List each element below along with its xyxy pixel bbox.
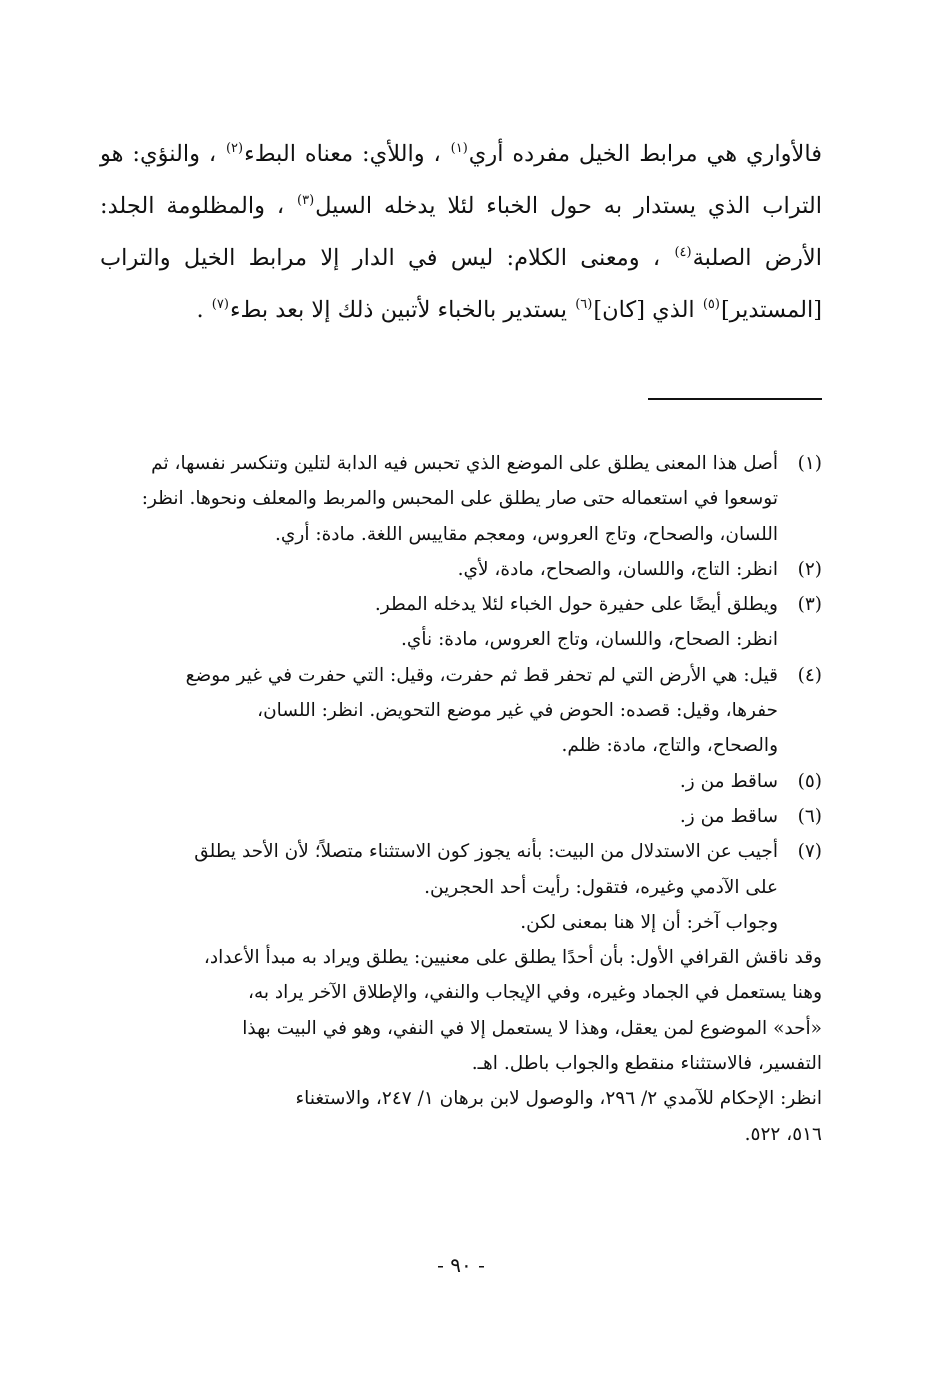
footnote-line: انظر: الإحكام للآمدي ٢/ ٢٩٦، والوصول لابن برهان ١/ ٢٤٧، والاستغناء — [295, 1088, 822, 1110]
footnote-body — [100, 834, 778, 940]
main-text-span: ، والمظلومة — [166, 193, 285, 219]
main-text — [100, 128, 822, 336]
footnote-number: (١) — [797, 453, 822, 474]
footnote-body — [100, 552, 778, 587]
footnote-item — [100, 658, 822, 764]
main-line — [100, 128, 822, 336]
main-text-span: والتراب [المستدير] — [100, 245, 822, 323]
footnote-line: ويطلق أيضًا على حفيرة حول الخباء لئلا يدخله المطر. — [374, 594, 778, 616]
main-text-span: الذي [كان] — [593, 297, 695, 323]
page — [100, 128, 822, 1308]
footnote-line: توسعوا في استعماله حتى صار يطلق على المحبس والمربط والمعلف ونحوها. انظر: — [141, 488, 778, 510]
footnote-line: انظر: الصحاح، واللسان، وتاج العروس، مادة: نأي. — [401, 629, 778, 651]
footnote-body — [100, 764, 778, 799]
footnote-body — [100, 799, 778, 834]
footnote-ref: (٥) — [702, 297, 720, 312]
footnote-line: حفرها، وقيل: قصده: الحوض في غير موضع التحويض. انظر: اللسان، — [257, 700, 778, 722]
footnote-line: وهنا يستعمل في الجماد وغيره، وفي الإيجاب والنفي، والإطلاق الآخر يراد به، — [248, 982, 822, 1004]
footnote-ref: (٦) — [575, 297, 593, 312]
footnote-ref: (٢) — [225, 141, 244, 156]
main-text-span: ، والنؤي: — [132, 141, 217, 167]
footnote-line: أجيب عن الاستدلال من البيت: بأنه يجوز كون الاستثناء متصلاً؛ لأن الأحد يطلق — [194, 841, 778, 863]
footnote-item — [100, 446, 822, 552]
footnote-line: انظر: التاج، واللسان، والصحاح، مادة، لأي. — [457, 558, 778, 580]
main-text-span: ، ومعنى الكلام: ليس في الدار إلا مرابط الخيل — [183, 245, 661, 271]
footnote-item — [100, 834, 822, 940]
footnote-item — [100, 552, 822, 587]
footnote-item — [100, 587, 822, 658]
footnote-ref: (٤) — [674, 245, 692, 260]
footnote-item — [100, 799, 822, 834]
footnote-ref: (٣) — [297, 193, 315, 208]
footnote-line: ساقط من ز. — [679, 805, 778, 827]
main-text-span: يستدير بالخباء لأتبين ذلك إلا بعد — [275, 297, 568, 323]
footnote-line: اللسان، والصحاح، وتاج العروس، ومعجم مقاييس اللغة. مادة: أري. — [275, 523, 778, 545]
footnote-continuation — [100, 940, 822, 1152]
main-text-span: الجلد: الأرض الصلبة — [100, 193, 822, 271]
footnote-line: ساقط من ز. — [679, 770, 778, 792]
footnote-ref: (١) — [450, 141, 468, 156]
footnote-line: والصحاح، والتاج، مادة: ظلم. — [561, 735, 778, 757]
footnote-body — [100, 446, 778, 552]
page-number: - ٩٠ - — [437, 1253, 485, 1277]
footnote-ref: (٧) — [211, 297, 229, 312]
footnote-item — [100, 764, 822, 799]
footnotes — [100, 446, 822, 1152]
main-text-span: بطء — [229, 297, 269, 323]
footnote-line: أصل هذا المعنى يطلق على الموضع الذي تحبس فيه الدابة لتلين وتنكسر نفسها، ثم — [151, 453, 778, 474]
footnote-separator — [648, 398, 822, 400]
footnote-body — [100, 587, 778, 658]
footnote-line: وقد ناقش القرافي الأول: بأن أحدًا يطلق على معنيين: يطلق ويراد به مبدأ الأعداد، — [203, 947, 822, 969]
footnote-number: (٢) — [797, 558, 822, 580]
main-text-span: . — [196, 297, 204, 323]
footnote-number: (٥) — [797, 770, 822, 792]
footnote-line: ٥١٦، ٥٢٢. — [744, 1123, 822, 1145]
main-text-span: ، واللأي: معناه البطء — [244, 141, 441, 167]
footnote-number: (٣) — [797, 594, 822, 616]
footnote-line: «أحد» الموضوع لمن يعقل، وهذا لا يستعمل إلا في النفي، وهو في البيت بهذا — [242, 1017, 822, 1039]
main-text-span: فالأواري هي مرابط الخيل مفرده أري — [468, 141, 822, 167]
footnote-line: قيل: هي الأرض التي لم تحفر قط ثم حفرت، وقيل: التي حفرت في غير موضع — [185, 664, 778, 686]
main-text-span: هو التراب الذي يستدار به حول الخباء لئلا يدخله السيل — [100, 141, 823, 219]
footnote-line: على الآدمي وغيره، فتقول: رأيت أحد الحجرين. — [424, 876, 778, 898]
footnote-number: (٧) — [797, 841, 822, 863]
footnote-line: وجواب آخر: أن إلا هنا بمعنى لكن. — [520, 911, 778, 933]
footnote-line: التفسير، فالاستثناء منقطع والجواب باطل. اهـ. — [471, 1053, 822, 1075]
footnote-number: (٦) — [797, 805, 822, 827]
footnote-number: (٤) — [797, 664, 822, 686]
footnote-body — [100, 658, 778, 764]
